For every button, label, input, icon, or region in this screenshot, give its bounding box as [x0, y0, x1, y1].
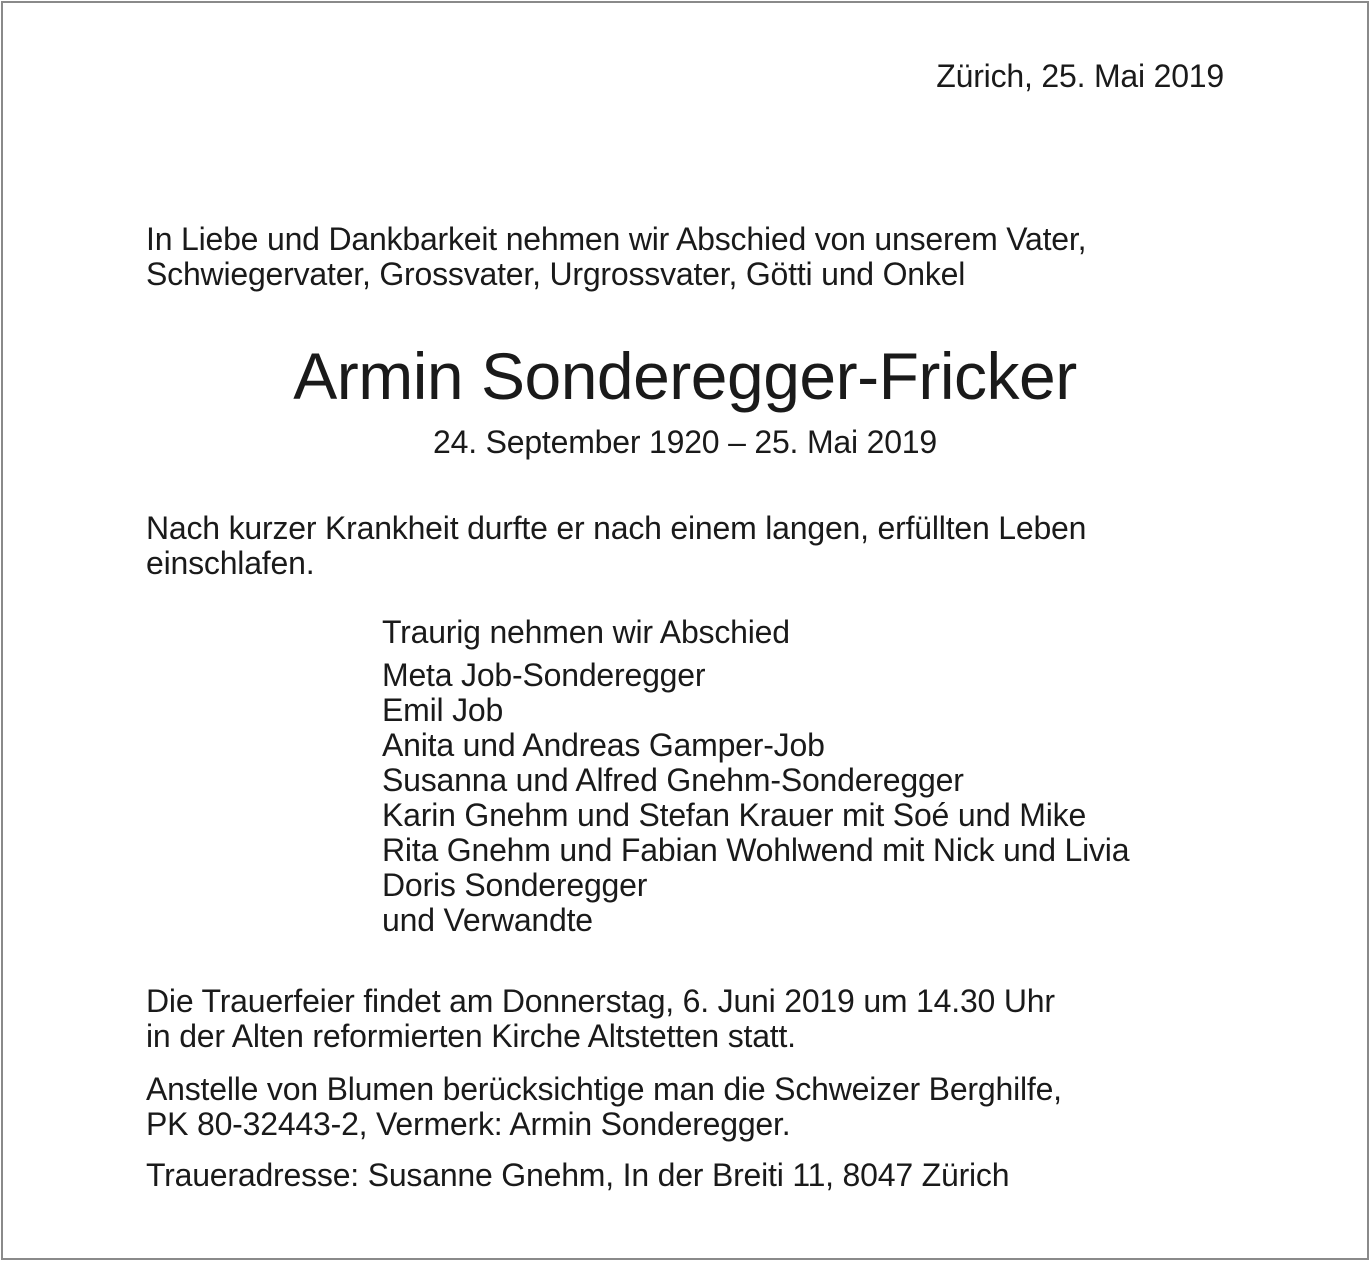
funeral-info: [146, 984, 1055, 1054]
funeral-line: in der Alten reformierten Kirche Altstetten statt.: [146, 1018, 796, 1054]
intro-line: In Liebe und Dankbarkeit nehmen wir Abschied von unserem Vater,: [146, 221, 1087, 257]
donation-line: PK 80-32443-2, Vermerk: Armin Sonderegger.: [146, 1106, 791, 1142]
lifespan-dates: 24. September 1920 – 25. Mai 2019: [433, 424, 937, 460]
mourner-name: Meta Job-Sonderegger: [382, 657, 706, 693]
mourner-name: und Verwandte: [382, 902, 593, 938]
donation-line: Anstelle von Blumen berücksichtige man die Schweizer Berghilfe,: [146, 1071, 1062, 1107]
mourner-name: Emil Job: [382, 692, 504, 728]
deceased-name: Armin Sonderegger-Fricker: [293, 339, 1077, 413]
intro-text: [146, 222, 1086, 292]
mourners-intro: Traurig nehmen wir Abschied: [382, 614, 790, 650]
mourner-name: Karin Gnehm und Stefan Krauer mit Soé und Mike: [382, 797, 1087, 833]
intro-line: Schwiegervater, Grossvater, Urgrossvater, Götti und Onkel: [146, 256, 966, 292]
message-line: einschlafen.: [146, 545, 315, 581]
message-line: Nach kurzer Krankheit durfte er nach einem langen, erfüllten Leben: [146, 510, 1087, 546]
mourner-name: Anita und Andreas Gamper-Job: [382, 727, 825, 763]
mourner-name: Susanna und Alfred Gnehm-Sonderegger: [382, 762, 964, 798]
message-text: [146, 511, 1086, 581]
mourners-list: [382, 658, 1129, 938]
funeral-line: Die Trauerfeier findet am Donnerstag, 6. Juni 2019 um 14.30 Uhr: [146, 983, 1055, 1019]
date-place: Zürich, 25. Mai 2019: [936, 58, 1224, 94]
mourner-name: Doris Sonderegger: [382, 867, 648, 903]
donation-info: [146, 1072, 1062, 1142]
mourning-address: Traueradresse: Susanne Gnehm, In der Breiti 11, 8047 Zürich: [146, 1157, 1010, 1193]
mourner-name: Rita Gnehm und Fabian Wohlwend mit Nick und Livia: [382, 832, 1130, 868]
